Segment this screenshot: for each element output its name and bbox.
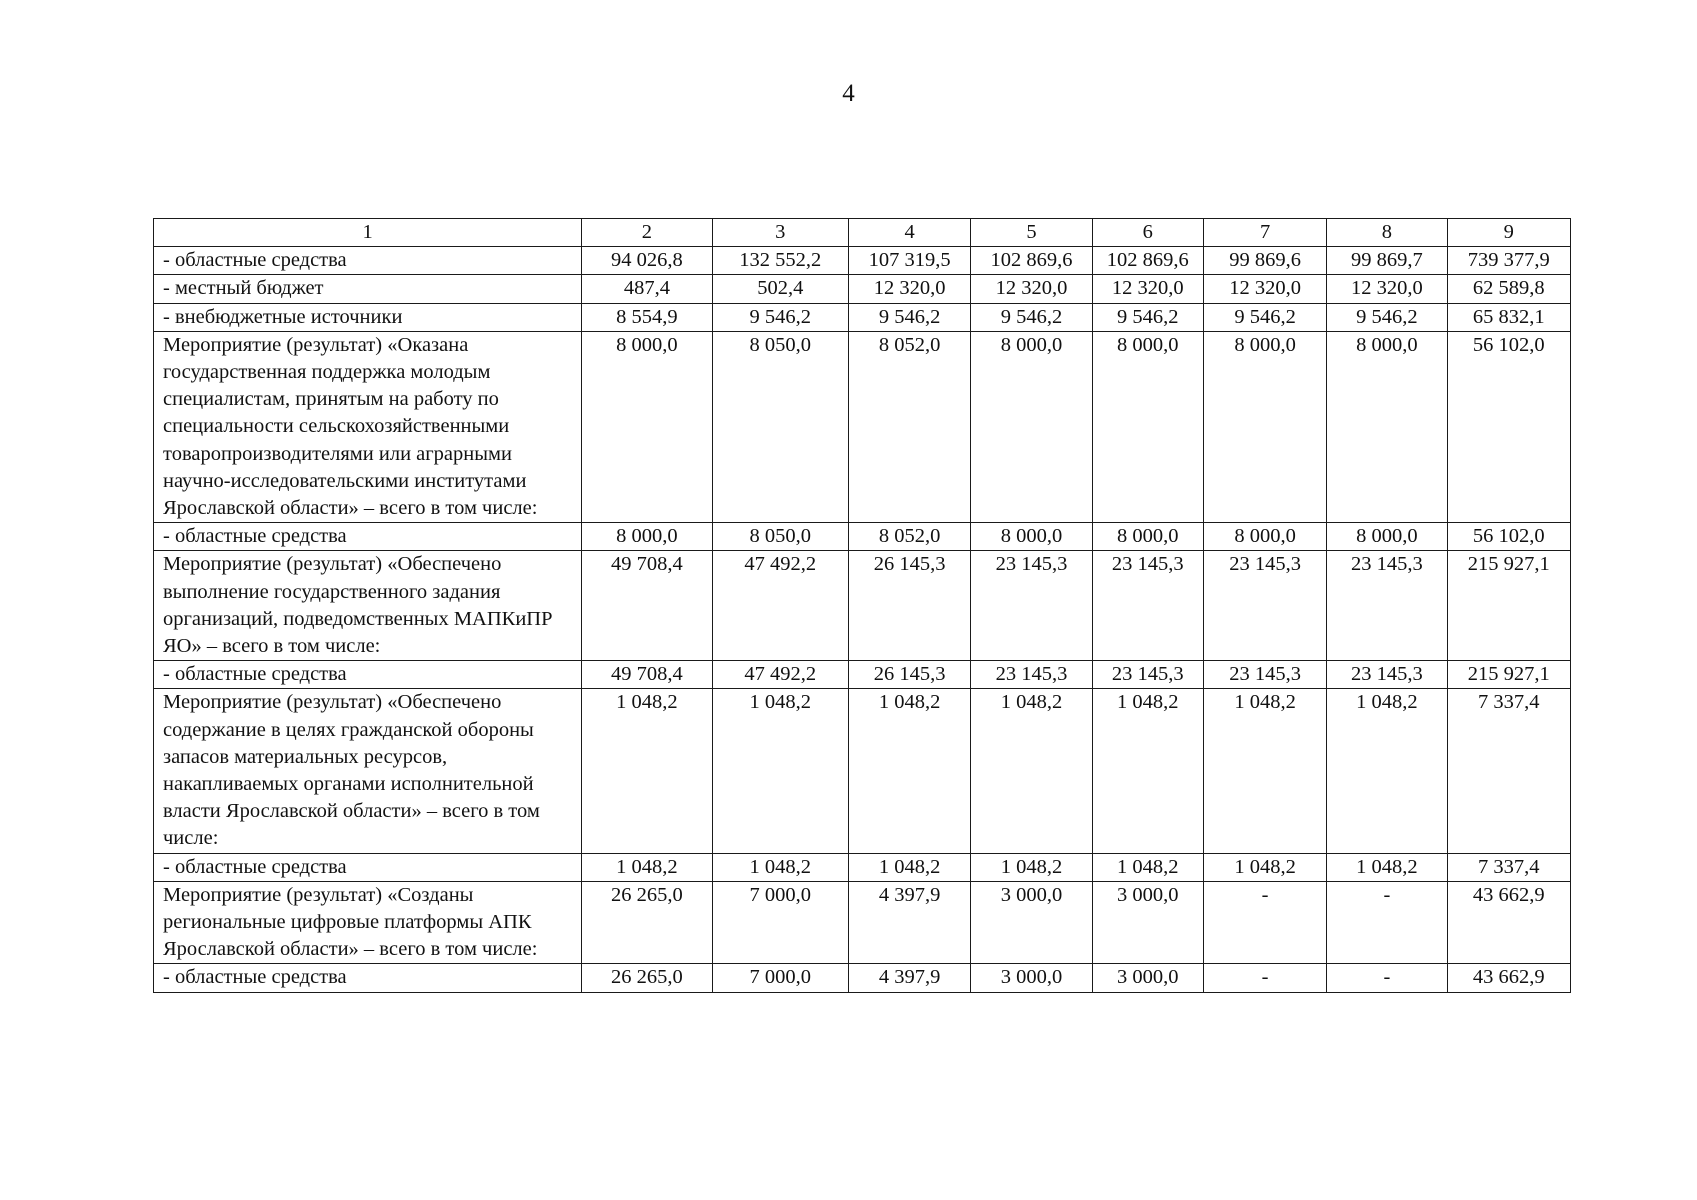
value-cell: 3 000,0 xyxy=(1092,881,1203,964)
value-cell: 8 050,0 xyxy=(712,331,848,522)
table-row xyxy=(154,881,1571,964)
value-cell: 1 048,2 xyxy=(1092,689,1203,853)
column-header: 4 xyxy=(848,219,970,247)
value-cell: 1 048,2 xyxy=(971,689,1092,853)
row-label: Мероприятие (результат) «Обеспечено содержание в целях гражданской обороны запасов материальных ресурсов, накапливаемых органами исполнительной власти Ярославской области» – всего в том числе: xyxy=(154,689,582,853)
value-cell: 1 048,2 xyxy=(1203,689,1326,853)
value-cell: 1 048,2 xyxy=(712,853,848,881)
value-cell: 1 048,2 xyxy=(712,689,848,853)
value-cell: 23 145,3 xyxy=(1327,661,1447,689)
value-cell: 9 546,2 xyxy=(712,303,848,331)
value-cell: 8 000,0 xyxy=(971,523,1092,551)
value-cell: 8 554,9 xyxy=(582,303,712,331)
table-row xyxy=(154,303,1571,331)
value-cell: 132 552,2 xyxy=(712,247,848,275)
value-cell: 23 145,3 xyxy=(1327,551,1447,661)
value-cell: 7 337,4 xyxy=(1447,853,1570,881)
value-cell: 8 000,0 xyxy=(582,331,712,522)
value-cell: 47 492,2 xyxy=(712,551,848,661)
value-cell: 8 000,0 xyxy=(1327,523,1447,551)
value-cell: 62 589,8 xyxy=(1447,275,1570,303)
value-cell: 12 320,0 xyxy=(971,275,1092,303)
value-cell: - xyxy=(1203,881,1326,964)
value-cell: 1 048,2 xyxy=(1327,689,1447,853)
value-cell: 23 145,3 xyxy=(1203,661,1326,689)
value-cell: 9 546,2 xyxy=(848,303,970,331)
value-cell: 1 048,2 xyxy=(1203,853,1326,881)
value-cell: - xyxy=(1327,881,1447,964)
table-row xyxy=(154,689,1571,853)
row-label: Мероприятие (результат) «Созданы региональные цифровые платформы АПК Ярославской области» – всего в том числе: xyxy=(154,881,582,964)
value-cell: 4 397,9 xyxy=(848,881,970,964)
value-cell: 7 000,0 xyxy=(712,881,848,964)
value-cell: 9 546,2 xyxy=(1327,303,1447,331)
value-cell: 23 145,3 xyxy=(971,551,1092,661)
row-label: Мероприятие (результат) «Оказана государственная поддержка молодым специалистам, принятым на работу по специальности сельскохозяйственными товаропроизводителями или аграрными научно-исследовательскими институтами Ярославской области» – всего в том числе: xyxy=(154,331,582,522)
value-cell: 8 000,0 xyxy=(1203,331,1326,522)
column-header: 9 xyxy=(1447,219,1570,247)
value-cell: 12 320,0 xyxy=(1327,275,1447,303)
row-label: - местный бюджет xyxy=(154,275,582,303)
value-cell: 23 145,3 xyxy=(1092,551,1203,661)
table-row xyxy=(154,275,1571,303)
value-cell: 1 048,2 xyxy=(582,689,712,853)
value-cell: 102 869,6 xyxy=(1092,247,1203,275)
value-cell: 65 832,1 xyxy=(1447,303,1570,331)
value-cell: 3 000,0 xyxy=(1092,964,1203,992)
table-row xyxy=(154,523,1571,551)
value-cell: 49 708,4 xyxy=(582,551,712,661)
value-cell: 23 145,3 xyxy=(1203,551,1326,661)
value-cell: 4 397,9 xyxy=(848,964,970,992)
value-cell: 12 320,0 xyxy=(1203,275,1326,303)
value-cell: 7 000,0 xyxy=(712,964,848,992)
value-cell: 26 265,0 xyxy=(582,881,712,964)
table-header-row xyxy=(154,219,1571,247)
value-cell: 43 662,9 xyxy=(1447,964,1570,992)
value-cell: 215 927,1 xyxy=(1447,661,1570,689)
value-cell: 502,4 xyxy=(712,275,848,303)
value-cell: 99 869,7 xyxy=(1327,247,1447,275)
row-label: - внебюджетные источники xyxy=(154,303,582,331)
value-cell: 12 320,0 xyxy=(848,275,970,303)
column-header: 6 xyxy=(1092,219,1203,247)
value-cell: 1 048,2 xyxy=(848,689,970,853)
table-row xyxy=(154,853,1571,881)
table-row xyxy=(154,661,1571,689)
value-cell: 8 000,0 xyxy=(1092,331,1203,522)
value-cell: 9 546,2 xyxy=(1203,303,1326,331)
table-row xyxy=(154,331,1571,522)
value-cell: 23 145,3 xyxy=(971,661,1092,689)
column-header: 7 xyxy=(1203,219,1326,247)
value-cell: 8 000,0 xyxy=(971,331,1092,522)
row-label: - областные средства xyxy=(154,247,582,275)
value-cell: 8 000,0 xyxy=(1203,523,1326,551)
table-row xyxy=(154,964,1571,992)
value-cell: 49 708,4 xyxy=(582,661,712,689)
value-cell: 1 048,2 xyxy=(1092,853,1203,881)
value-cell: 23 145,3 xyxy=(1092,661,1203,689)
value-cell: 26 145,3 xyxy=(848,551,970,661)
value-cell: 47 492,2 xyxy=(712,661,848,689)
value-cell: 1 048,2 xyxy=(971,853,1092,881)
value-cell: 107 319,5 xyxy=(848,247,970,275)
value-cell: 8 052,0 xyxy=(848,331,970,522)
value-cell: 8 000,0 xyxy=(1327,331,1447,522)
value-cell: 739 377,9 xyxy=(1447,247,1570,275)
value-cell: 9 546,2 xyxy=(971,303,1092,331)
value-cell: 99 869,6 xyxy=(1203,247,1326,275)
value-cell: 8 000,0 xyxy=(582,523,712,551)
value-cell: 3 000,0 xyxy=(971,881,1092,964)
value-cell: 26 265,0 xyxy=(582,964,712,992)
value-cell: 8 000,0 xyxy=(1092,523,1203,551)
value-cell: 9 546,2 xyxy=(1092,303,1203,331)
row-label: - областные средства xyxy=(154,523,582,551)
table-row xyxy=(154,247,1571,275)
value-cell: 43 662,9 xyxy=(1447,881,1570,964)
value-cell: 1 048,2 xyxy=(848,853,970,881)
column-header: 1 xyxy=(154,219,582,247)
column-header: 5 xyxy=(971,219,1092,247)
row-label: - областные средства xyxy=(154,661,582,689)
value-cell: 12 320,0 xyxy=(1092,275,1203,303)
value-cell: 56 102,0 xyxy=(1447,523,1570,551)
value-cell: 8 050,0 xyxy=(712,523,848,551)
column-header: 2 xyxy=(582,219,712,247)
value-cell: 26 145,3 xyxy=(848,661,970,689)
row-label: Мероприятие (результат) «Обеспечено выполнение государственного задания организаций, подведомственных МАПКиПР ЯО» – всего в том числе: xyxy=(154,551,582,661)
row-label: - областные средства xyxy=(154,853,582,881)
column-header: 8 xyxy=(1327,219,1447,247)
funding-table xyxy=(153,218,1571,993)
value-cell: - xyxy=(1327,964,1447,992)
value-cell: 3 000,0 xyxy=(971,964,1092,992)
value-cell: 8 052,0 xyxy=(848,523,970,551)
value-cell: 7 337,4 xyxy=(1447,689,1570,853)
value-cell: 94 026,8 xyxy=(582,247,712,275)
value-cell: 1 048,2 xyxy=(1327,853,1447,881)
value-cell: 56 102,0 xyxy=(1447,331,1570,522)
value-cell: - xyxy=(1203,964,1326,992)
table-body xyxy=(154,247,1571,992)
column-header: 3 xyxy=(712,219,848,247)
table-row xyxy=(154,551,1571,661)
row-label: - областные средства xyxy=(154,964,582,992)
value-cell: 215 927,1 xyxy=(1447,551,1570,661)
value-cell: 102 869,6 xyxy=(971,247,1092,275)
page-number: 4 xyxy=(842,80,855,107)
value-cell: 1 048,2 xyxy=(582,853,712,881)
value-cell: 487,4 xyxy=(582,275,712,303)
